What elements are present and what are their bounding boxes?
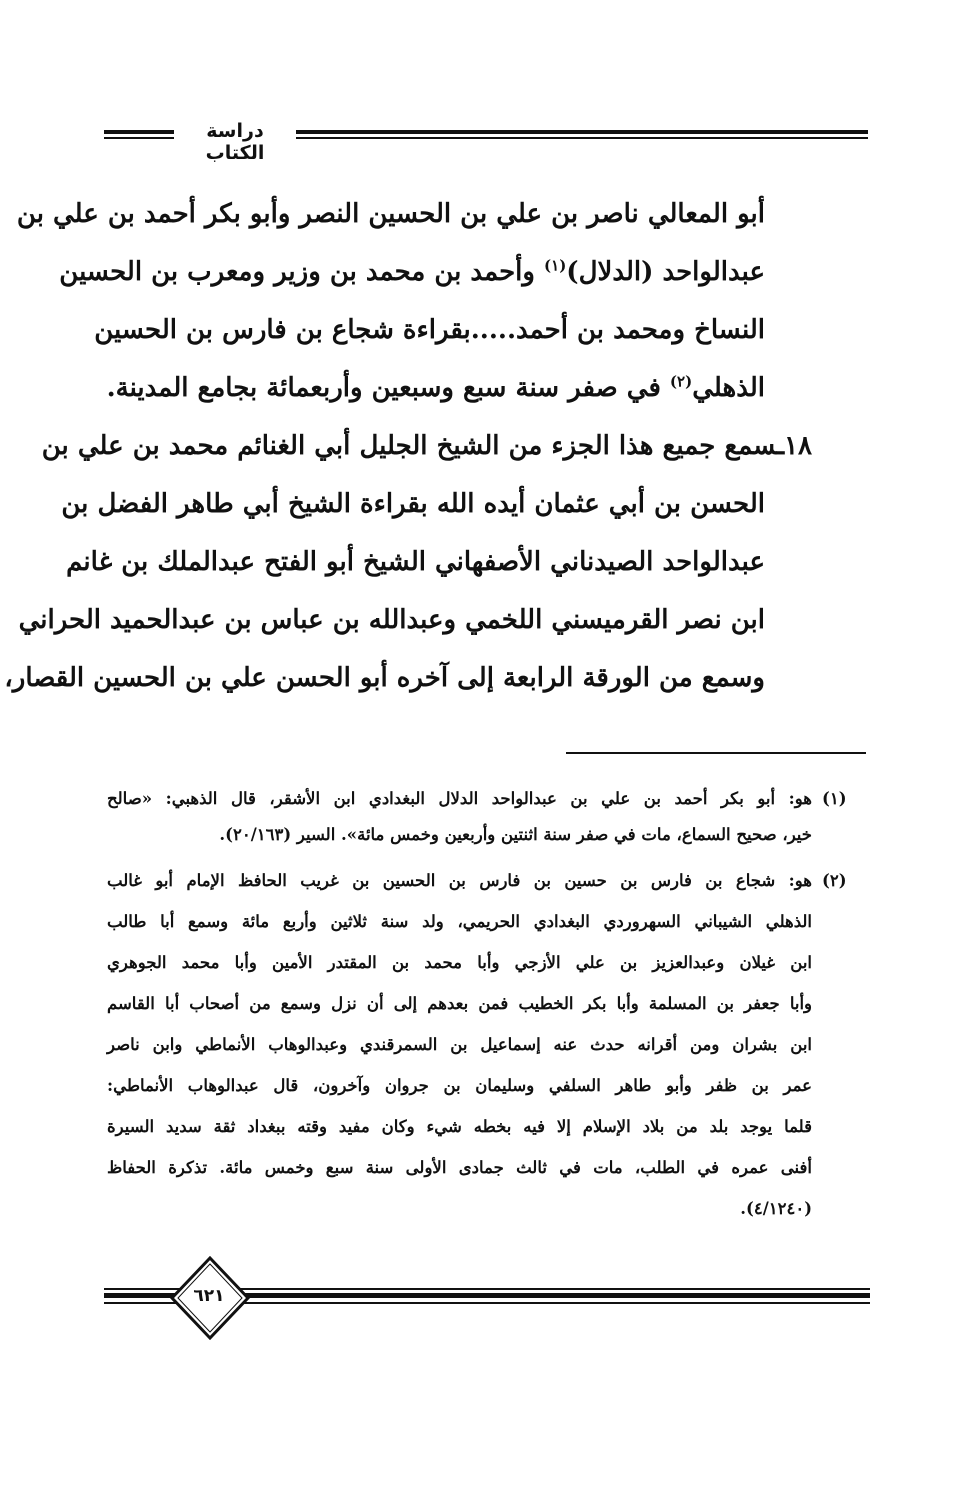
footnote-ref-1[interactable]: (١) bbox=[544, 256, 567, 275]
footer-rule-right-2 bbox=[236, 1293, 870, 1298]
footnote-2-number: (٢) bbox=[822, 871, 847, 890]
header-rule-left-thin bbox=[104, 137, 174, 139]
header-rule-right-thin bbox=[296, 137, 868, 139]
body-line-4: الذهلي$^{(٢)}$ في صفر سنة سبع وسبعين وأربعمائة بجامع المدينة. bbox=[106, 372, 765, 403]
footnote-2-line-8: أفنى عمره في الطلب، مات في ثالث جمادى الأولى سنة سبع وخمس مائة. تذكرة الحفاظ bbox=[107, 1158, 812, 1177]
footnote-2-line-5: ابن بشران ومن أقرانه حدث عنه إسماعيل بن السمرقندي وعبدالوهاب الأنماطي وابن ناصر bbox=[107, 1035, 812, 1054]
body-line-8: ابن نصر القرميسني اللخمي وعبدالله بن عباس بن عبدالحميد الحراني bbox=[18, 605, 765, 635]
header-rule-left-thick bbox=[104, 130, 174, 134]
footnote-2-line-7: قلما يوجد بلد من بلاد الإسلام إلا فيه بخطه شيء وكان مفيد وقته ببغداد ثقة سديد السيرة bbox=[107, 1117, 812, 1136]
footer-rule-right-3 bbox=[236, 1302, 870, 1304]
body-line-5: ١٨ـسمع جميع هذا الجزء من الشيخ الجليل أبي الغنائم محمد بن علي بن bbox=[41, 431, 812, 461]
footnote-2-line-3: ابن غيلان وعبدالعزيز بن علي الأزجي وأبا محمد بن المقتدر الأمين وأبا محمد الجوهري bbox=[107, 953, 812, 972]
body-line-9: وسمع من الورقة الرابعة إلى آخره أبو الحسن علي بن الحسين القصار، bbox=[4, 663, 765, 693]
footnote-1-line-2: خير، صحيح السماع، مات في صفر سنة اثنتين وأربعين وخمس مائة». السير (٢٠/١٦٣). bbox=[219, 825, 812, 844]
footer-rule-right-1 bbox=[236, 1288, 870, 1290]
body-line-1: أبو المعالي ناصر بن علي بن الحسين النصر وأبو بكر أحمد بن علي بن bbox=[16, 199, 765, 229]
body-line-6: الحسن بن أبي عثمان أيده الله بقراءة الشيخ أبي طاهر الفضل بن bbox=[61, 489, 765, 519]
footnote-2-line-1: هو: شجاع بن فارس بن حسين بن فارس بن الحسين بن غريب الحافظ الإمام أبو غالب bbox=[107, 871, 812, 890]
footnote-separator bbox=[566, 752, 866, 754]
footnote-1-line-1: هو: أبو بكر أحمد بن علي بن عبدالواحد الدلال البغدادي ابن الأشقر، قال الذهبي: «صالح bbox=[107, 789, 812, 808]
body-line-3: النساخ ومحمد بن أحمد.....بقراءة شجاع بن فارس بن الحسين bbox=[94, 315, 765, 345]
header-rule-right-thick bbox=[296, 130, 868, 134]
body-line-2: عبدالواحد (الدلال)$^{(١)}$ وأحمد بن محمد بن وزير ومعرب بن الحسين bbox=[59, 256, 765, 287]
running-header-title: دراسة الكتاب bbox=[205, 120, 265, 164]
body-line-7: عبدالواحد الصيدناني الأصفهاني الشيخ أبو الفتح عبدالملك بن غانم bbox=[66, 547, 765, 577]
footnote-2-line-9: (٤/١٢٤٠). bbox=[740, 1199, 812, 1218]
footnote-2-line-6: عمر بن ظفر وأبو طاهر السلفي وسليمان بن جروان وآخرون، قال عبدالوهاب الأنماطي: bbox=[107, 1076, 812, 1095]
footnote-2-line-4: وأبا جعفر بن المسلمة وأبا بكر الخطيب فمن بعدهم إلى أن نزل وسمع من أصحاب أبا القاسم bbox=[107, 994, 812, 1013]
footnote-2-line-2: الذهلي الشيباني السهروردي البغدادي الحريمي، ولد سنة ثلاثين وأربع مائة وسمع أبا طالب bbox=[107, 912, 812, 931]
page-number: ٦٢١ bbox=[193, 1286, 225, 1306]
footnote-1-number: (١) bbox=[822, 789, 847, 808]
footnote-ref-2[interactable]: (٢) bbox=[669, 372, 693, 391]
